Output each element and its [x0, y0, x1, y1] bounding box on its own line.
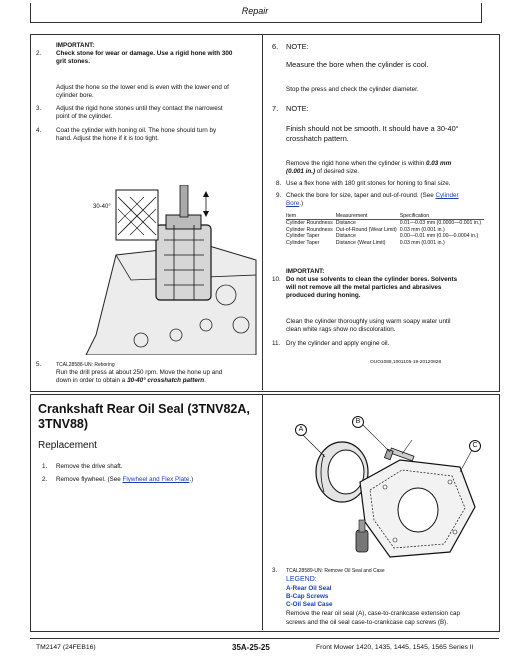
step5-number: 5. [36, 361, 42, 368]
flywheel-link[interactable]: Flywheel and Flex Plate [122, 476, 190, 483]
spec-header-item: Item [286, 213, 336, 220]
spec-cell: Cylinder Roundness [286, 220, 333, 227]
spec-cell: 0.01—0.03 mm (0.0000—0.001 in.) [399, 220, 482, 227]
step11-number: 11. [272, 340, 281, 347]
table-row [286, 220, 484, 227]
spec-table-header [286, 213, 484, 220]
legend-item-a: A-Rear Oil Seal [286, 585, 332, 592]
stop-press-text: Stop the press and check the cylinder diameter. [286, 86, 419, 93]
oil-seal-caption: TCAL28589-UN: Remove Oil Seal and Case [286, 568, 385, 574]
bottom-step1-number: 1. [42, 463, 48, 470]
step10-number: 10. [272, 276, 281, 283]
remove-hone-end: of desired size. [316, 168, 360, 175]
step5-end: . [204, 377, 206, 384]
legend-item-b: B-Cap Screws [286, 593, 329, 600]
step7-note-text-2: crosshatch pattern. [286, 134, 349, 143]
spec-cell: 0.03 mm (0.001 in.) [399, 239, 445, 246]
cylinder-link-1[interactable]: Cylinder [435, 192, 459, 199]
step4-text-1: Coat the cylinder with honing oil. The hone should turn by [56, 127, 217, 134]
callout-c: C [469, 440, 481, 452]
callout-b: B [352, 416, 364, 428]
adjust-text-2: cylinder bore. [56, 92, 94, 99]
bottom-step2-text [56, 476, 193, 484]
clean-text-1: Clean the cylinder thoroughly using warm soapy water until [286, 318, 451, 325]
section-title-line-2: 3TNV88) [38, 417, 89, 431]
step2-number: 2. [36, 50, 42, 57]
step11-text: Dry the cylinder and apply engine oil. [286, 340, 390, 347]
cylinder-bore-link[interactable]: Bore [286, 200, 300, 207]
step5-emphasis: 30-40° crosshatch pattern [127, 377, 205, 384]
spec-cell: Out-of-Round (Wear Limit) [335, 226, 397, 233]
top-column-divider [262, 34, 263, 390]
step7-note-text-1: Finish should not be smooth. It should have a 30-40° [286, 124, 459, 133]
step4-text-2: hand. Adjust the hone if it is too tight. [56, 135, 159, 142]
step7-note-label: NOTE: [286, 104, 309, 113]
clean-text-2: clean white rags show no discoloration. [286, 326, 396, 333]
step9-end: .) [299, 200, 304, 207]
honing-figure [56, 185, 261, 355]
bottom-step3-text-1: Remove the rear oil seal (A), case-to-crankcase extension cap [286, 610, 460, 617]
spec-cell: Distance [335, 220, 356, 227]
spec-cell: Distance (Wear Limit) [335, 239, 386, 246]
callout-a: A [295, 424, 307, 436]
spec-cell: Cylinder Taper [286, 233, 320, 240]
footer-right: Front Mower 1420, 1435, 1445, 1545, 1565 Series II [316, 644, 474, 651]
remove-hone-emphasis-2: (0.001 in.) [286, 168, 316, 175]
step3-text-2: point of the cylinder. [56, 113, 113, 120]
step10-heading: IMPORTANT: [286, 268, 325, 275]
footer-page-number: 35A-25-25 [232, 643, 270, 652]
remove-hone-main: Remove the rigid hone when the cylinder is within [286, 160, 425, 167]
table-row [286, 240, 484, 246]
step3-number: 3. [36, 105, 42, 112]
bottom-step2-main: Remove flywheel. (See [56, 476, 121, 483]
spec-header-specification: Specification [400, 213, 484, 220]
legend-title: LEGEND: [286, 576, 317, 583]
spec-table [286, 213, 484, 246]
step10-text-2: will not remove all the metal particles and abrasives [286, 284, 442, 291]
step9-text [286, 192, 459, 200]
step4-number: 4. [36, 127, 42, 134]
spec-cell: Cylinder Roundness [286, 226, 333, 233]
bottom-step2-end: .) [189, 476, 194, 483]
legend-item-c: C-Oil Seal Case [286, 601, 333, 608]
remove-hone-emphasis: 0.03 mm [426, 160, 452, 167]
document-id: OUO1088,1001105-19-20120828 [370, 360, 442, 365]
step8-text: Use a flex hone with 180 grit stones for honing to final size. [286, 180, 451, 187]
step5-text-2-main: down in order to obtain a [56, 377, 126, 384]
step5-text-1: Run the drill press at about 250 rpm. Move the hone up and [56, 369, 223, 376]
figure-angle-label: 30-40° [93, 204, 111, 210]
step9-text-line2 [286, 200, 303, 208]
adjust-text-1: Adjust the hone so the lower end is even with the lower end of [56, 84, 229, 91]
spec-header-measurement: Measurement [336, 213, 400, 220]
footer-rule [30, 638, 499, 639]
remove-hone-text-2 [286, 168, 359, 176]
section-subtitle: Replacement [38, 440, 97, 451]
step8-number: 8. [276, 180, 282, 187]
step7-number: 7. [272, 104, 279, 113]
spec-cell: 0.03 mm (0.001 in.) [399, 226, 445, 233]
section-title-line-1: Crankshaft Rear Oil Seal (3TNV82A, [38, 402, 250, 416]
bottom-step1-text: Remove the drive shaft. [56, 463, 123, 470]
step5-caption: TCAL28588-UN: Reboring [56, 362, 115, 368]
step2-text-1: Check stone for wear or damage. Use a rigid hone with 300 [56, 50, 233, 57]
spec-cell: Cylinder Taper [286, 239, 320, 246]
spec-cell: 0.00—0.01 mm (0.00—0.0004 in.) [399, 233, 479, 240]
step9-text-main: Check the bore for size, taper and out-of-round. (See [286, 192, 434, 199]
step2-text-2: grit stones. [56, 58, 90, 65]
spec-cell: Distance [335, 233, 356, 240]
step5-text-2 [56, 377, 206, 385]
step9-number: 9. [276, 192, 282, 199]
step6-note-label: NOTE: [286, 42, 309, 51]
footer-left: TM2147 (24FEB16) [36, 644, 96, 651]
bottom-step3-text-2: screws and the oil seal case-to-crankcase cap screws (B). [286, 619, 449, 626]
bottom-step3-number: 3. [272, 567, 278, 574]
step10-text-1: Do not use solvents to clean the cylinder bores. Solvents [286, 276, 458, 283]
step6-number: 6. [272, 42, 279, 51]
page-header-title: Repair [241, 6, 269, 16]
step2-heading: IMPORTANT: [56, 42, 95, 49]
bottom-step2-number: 2. [42, 476, 48, 483]
step10-text-3: produced during honing. [286, 292, 361, 299]
bottom-column-divider [262, 394, 263, 630]
step6-note-text: Measure the bore when the cylinder is cool. [286, 60, 429, 69]
step3-text-1: Adjust the rigid hone stones until they contact the narrowest [56, 105, 223, 112]
remove-hone-text-1 [286, 160, 451, 168]
oil-seal-figure [290, 412, 490, 562]
